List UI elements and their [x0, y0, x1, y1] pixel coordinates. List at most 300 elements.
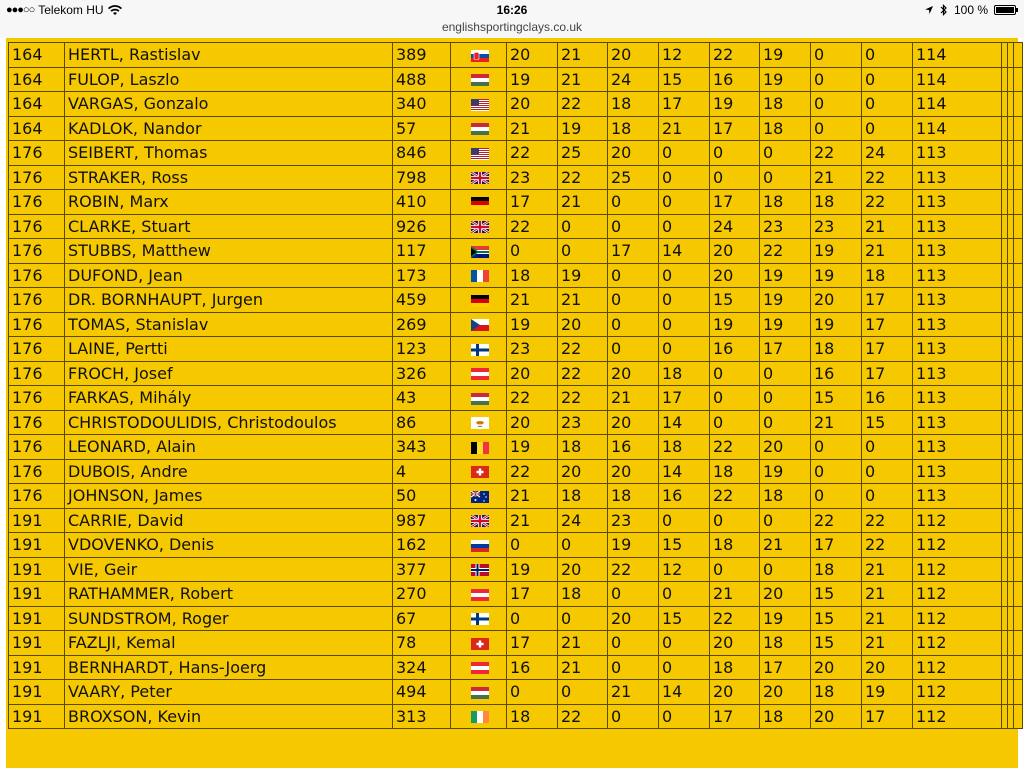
score-cell-6: 20 — [760, 435, 811, 460]
score-cell-8: 0 — [862, 116, 913, 141]
score-cell-2: 24 — [558, 508, 608, 533]
total-cell: 113 — [913, 484, 1002, 509]
score-cell-1: 18 — [507, 704, 558, 729]
total-cell: 113 — [913, 459, 1002, 484]
competitor-id-cell: 269 — [393, 312, 451, 337]
empty-cell — [1014, 190, 1023, 215]
score-cell-7: 0 — [811, 43, 862, 68]
table-row — [9, 680, 1023, 705]
total-cell: 112 — [913, 680, 1002, 705]
score-cell-5: 22 — [710, 43, 760, 68]
country-flag-icon — [471, 491, 489, 503]
score-cell-5: 19 — [710, 312, 760, 337]
rank-cell: 176 — [9, 214, 65, 239]
table-row — [9, 435, 1023, 460]
country-flag-icon — [471, 99, 489, 111]
total-cell: 114 — [913, 116, 1002, 141]
score-cell-6: 0 — [760, 410, 811, 435]
score-cell-7: 22 — [811, 508, 862, 533]
empty-cell — [1014, 312, 1023, 337]
score-cell-4: 15 — [659, 533, 710, 558]
score-cell-7: 18 — [811, 337, 862, 362]
score-cell-3: 24 — [608, 67, 659, 92]
name-cell: LEONARD, Alain — [65, 435, 393, 460]
competitor-id-cell: 377 — [393, 557, 451, 582]
table-row — [9, 312, 1023, 337]
score-cell-8: 15 — [862, 410, 913, 435]
score-cell-3: 18 — [608, 116, 659, 141]
flag-cell — [451, 288, 507, 313]
score-cell-1: 0 — [507, 533, 558, 558]
score-cell-8: 21 — [862, 239, 913, 264]
score-cell-1: 20 — [507, 43, 558, 68]
name-cell: VDOVENKO, Denis — [65, 533, 393, 558]
empty-cell — [1014, 165, 1023, 190]
score-cell-6: 19 — [760, 312, 811, 337]
rank-cell: 176 — [9, 190, 65, 215]
score-cell-1: 19 — [507, 312, 558, 337]
country-flag-icon — [471, 295, 489, 307]
score-cell-4: 0 — [659, 508, 710, 533]
total-cell: 112 — [913, 655, 1002, 680]
empty-cell — [1014, 141, 1023, 166]
empty-cell — [1014, 263, 1023, 288]
flag-cell — [451, 557, 507, 582]
name-cell: FAZLJI, Kemal — [65, 631, 393, 656]
table-row — [9, 337, 1023, 362]
score-cell-7: 21 — [811, 165, 862, 190]
score-cell-8: 0 — [862, 43, 913, 68]
score-cell-6: 18 — [760, 484, 811, 509]
table-row — [9, 704, 1023, 729]
total-cell: 112 — [913, 704, 1002, 729]
empty-cell — [1014, 557, 1023, 582]
score-cell-2: 0 — [558, 533, 608, 558]
score-cell-1: 16 — [507, 655, 558, 680]
battery-percent: 100 % — [953, 3, 988, 17]
score-cell-4: 0 — [659, 263, 710, 288]
rank-cell: 164 — [9, 43, 65, 68]
score-cell-4: 0 — [659, 631, 710, 656]
rank-cell: 164 — [9, 116, 65, 141]
name-cell: JOHNSON, James — [65, 484, 393, 509]
score-cell-4: 15 — [659, 67, 710, 92]
rank-cell: 164 — [9, 67, 65, 92]
score-cell-3: 16 — [608, 435, 659, 460]
total-cell: 112 — [913, 631, 1002, 656]
flag-cell — [451, 361, 507, 386]
score-cell-6: 0 — [760, 557, 811, 582]
score-cell-6: 18 — [760, 92, 811, 117]
name-cell: FROCH, Josef — [65, 361, 393, 386]
name-cell: BERNHARDT, Hans-Joerg — [65, 655, 393, 680]
score-cell-2: 18 — [558, 484, 608, 509]
score-cell-3: 0 — [608, 704, 659, 729]
score-cell-8: 17 — [862, 337, 913, 362]
score-cell-7: 15 — [811, 631, 862, 656]
name-cell: CARRIE, David — [65, 508, 393, 533]
score-cell-2: 18 — [558, 582, 608, 607]
score-cell-8: 17 — [862, 288, 913, 313]
flag-cell — [451, 92, 507, 117]
empty-cell — [1014, 386, 1023, 411]
score-cell-3: 20 — [608, 141, 659, 166]
table-row — [9, 165, 1023, 190]
score-cell-7: 15 — [811, 582, 862, 607]
signal-strength-icon: ●●●○○ — [6, 4, 35, 16]
empty-cell — [1014, 508, 1023, 533]
competitor-id-cell: 162 — [393, 533, 451, 558]
empty-cell — [1014, 239, 1023, 264]
rank-cell: 191 — [9, 655, 65, 680]
score-cell-4: 0 — [659, 288, 710, 313]
total-cell: 113 — [913, 239, 1002, 264]
score-cell-8: 21 — [862, 557, 913, 582]
competitor-id-cell: 326 — [393, 361, 451, 386]
status-right — [924, 3, 1016, 17]
score-cell-4: 0 — [659, 582, 710, 607]
score-cell-6: 0 — [760, 165, 811, 190]
score-cell-1: 17 — [507, 582, 558, 607]
score-cell-3: 18 — [608, 484, 659, 509]
flag-cell — [451, 704, 507, 729]
score-cell-6: 18 — [760, 116, 811, 141]
country-flag-icon — [471, 172, 489, 184]
score-cell-5: 22 — [710, 606, 760, 631]
empty-cell — [1014, 459, 1023, 484]
score-cell-6: 23 — [760, 214, 811, 239]
empty-cell — [1014, 410, 1023, 435]
name-cell: BROXSON, Kevin — [65, 704, 393, 729]
country-flag-icon — [471, 393, 489, 405]
score-cell-5: 20 — [710, 263, 760, 288]
score-cell-2: 19 — [558, 116, 608, 141]
score-cell-3: 21 — [608, 680, 659, 705]
score-cell-2: 21 — [558, 655, 608, 680]
country-flag-icon — [471, 515, 489, 527]
total-cell: 113 — [913, 386, 1002, 411]
rank-cell: 176 — [9, 386, 65, 411]
score-cell-3: 20 — [608, 606, 659, 631]
score-cell-8: 24 — [862, 141, 913, 166]
score-cell-6: 18 — [760, 631, 811, 656]
name-cell: SEIBERT, Thomas — [65, 141, 393, 166]
name-cell: KADLOK, Nandor — [65, 116, 393, 141]
score-cell-1: 22 — [507, 141, 558, 166]
score-cell-7: 0 — [811, 116, 862, 141]
score-cell-2: 22 — [558, 92, 608, 117]
score-cell-2: 22 — [558, 704, 608, 729]
score-cell-3: 18 — [608, 92, 659, 117]
carrier-label: Telekom HU — [38, 3, 104, 17]
score-cell-5: 22 — [710, 484, 760, 509]
rank-cell: 191 — [9, 704, 65, 729]
score-cell-1: 19 — [507, 435, 558, 460]
table-row — [9, 116, 1023, 141]
score-cell-2: 20 — [558, 557, 608, 582]
score-cell-8: 16 — [862, 386, 913, 411]
score-cell-8: 20 — [862, 655, 913, 680]
score-cell-4: 0 — [659, 312, 710, 337]
score-cell-2: 22 — [558, 386, 608, 411]
score-cell-1: 21 — [507, 116, 558, 141]
score-cell-8: 21 — [862, 582, 913, 607]
table-row — [9, 239, 1023, 264]
score-cell-4: 21 — [659, 116, 710, 141]
country-flag-icon — [471, 123, 489, 135]
page-content — [0, 38, 1024, 768]
table-row — [9, 631, 1023, 656]
empty-cell — [1014, 116, 1023, 141]
score-cell-1: 22 — [507, 459, 558, 484]
total-cell: 113 — [913, 141, 1002, 166]
score-cell-3: 21 — [608, 386, 659, 411]
total-cell: 113 — [913, 288, 1002, 313]
name-cell: LAINE, Pertti — [65, 337, 393, 362]
score-cell-2: 23 — [558, 410, 608, 435]
table-row — [9, 263, 1023, 288]
country-flag-icon — [471, 466, 489, 478]
name-cell: RATHAMMER, Robert — [65, 582, 393, 607]
empty-cell — [1014, 43, 1023, 68]
flag-cell — [451, 190, 507, 215]
competitor-id-cell: 494 — [393, 680, 451, 705]
table-row — [9, 557, 1023, 582]
score-cell-1: 23 — [507, 165, 558, 190]
competitor-id-cell: 343 — [393, 435, 451, 460]
score-cell-4: 0 — [659, 165, 710, 190]
score-cell-2: 0 — [558, 214, 608, 239]
total-cell: 112 — [913, 533, 1002, 558]
url-text[interactable]: englishsportingclays.co.uk — [441, 20, 583, 34]
rank-cell: 191 — [9, 582, 65, 607]
table-row — [9, 533, 1023, 558]
score-cell-6: 18 — [760, 190, 811, 215]
rank-cell: 176 — [9, 239, 65, 264]
battery-icon — [994, 5, 1016, 15]
competitor-id-cell: 270 — [393, 582, 451, 607]
score-cell-2: 25 — [558, 141, 608, 166]
score-cell-3: 20 — [608, 43, 659, 68]
score-cell-4: 12 — [659, 43, 710, 68]
score-cell-4: 14 — [659, 459, 710, 484]
score-cell-8: 22 — [862, 165, 913, 190]
flag-cell — [451, 263, 507, 288]
score-cell-7: 17 — [811, 533, 862, 558]
competitor-id-cell: 340 — [393, 92, 451, 117]
score-cell-3: 0 — [608, 190, 659, 215]
score-cell-5: 19 — [710, 92, 760, 117]
country-flag-icon — [471, 197, 489, 209]
score-cell-4: 17 — [659, 386, 710, 411]
rank-cell: 176 — [9, 288, 65, 313]
score-cell-5: 0 — [710, 557, 760, 582]
flag-cell — [451, 116, 507, 141]
score-cell-5: 0 — [710, 508, 760, 533]
score-cell-5: 20 — [710, 680, 760, 705]
empty-cell — [1014, 533, 1023, 558]
score-cell-5: 18 — [710, 655, 760, 680]
rank-cell: 176 — [9, 165, 65, 190]
total-cell: 112 — [913, 582, 1002, 607]
score-cell-6: 20 — [760, 680, 811, 705]
competitor-id-cell: 410 — [393, 190, 451, 215]
score-cell-3: 0 — [608, 582, 659, 607]
score-cell-8: 17 — [862, 704, 913, 729]
score-cell-5: 0 — [710, 386, 760, 411]
score-cell-3: 0 — [608, 288, 659, 313]
score-cell-1: 23 — [507, 337, 558, 362]
score-cell-7: 19 — [811, 312, 862, 337]
score-cell-8: 17 — [862, 361, 913, 386]
score-cell-1: 21 — [507, 288, 558, 313]
country-flag-icon — [471, 589, 489, 601]
score-cell-4: 0 — [659, 214, 710, 239]
table-row — [9, 484, 1023, 509]
rank-cell: 176 — [9, 337, 65, 362]
table-row — [9, 606, 1023, 631]
total-cell: 113 — [913, 263, 1002, 288]
country-flag-icon — [471, 246, 489, 258]
score-cell-8: 21 — [862, 214, 913, 239]
score-cell-1: 20 — [507, 361, 558, 386]
flag-cell — [451, 386, 507, 411]
table-row — [9, 386, 1023, 411]
empty-cell — [1014, 655, 1023, 680]
score-cell-1: 17 — [507, 190, 558, 215]
empty-cell — [1014, 680, 1023, 705]
score-cell-1: 0 — [507, 239, 558, 264]
score-cell-2: 21 — [558, 288, 608, 313]
country-flag-icon — [471, 270, 489, 282]
competitor-id-cell: 57 — [393, 116, 451, 141]
score-cell-3: 17 — [608, 239, 659, 264]
score-cell-1: 22 — [507, 214, 558, 239]
rank-cell: 176 — [9, 263, 65, 288]
total-cell: 114 — [913, 67, 1002, 92]
score-cell-1: 19 — [507, 67, 558, 92]
score-cell-6: 19 — [760, 606, 811, 631]
score-cell-2: 20 — [558, 312, 608, 337]
rank-cell: 176 — [9, 361, 65, 386]
country-flag-icon — [471, 442, 489, 454]
score-cell-1: 20 — [507, 410, 558, 435]
score-cell-8: 18 — [862, 263, 913, 288]
score-cell-3: 19 — [608, 533, 659, 558]
score-cell-3: 0 — [608, 337, 659, 362]
rank-cell: 164 — [9, 92, 65, 117]
score-cell-2: 22 — [558, 165, 608, 190]
score-cell-5: 21 — [710, 582, 760, 607]
name-cell: CHRISTODOULIDIS, Christodoulos — [65, 410, 393, 435]
country-flag-icon — [471, 344, 489, 356]
competitor-id-cell: 926 — [393, 214, 451, 239]
score-cell-3: 0 — [608, 263, 659, 288]
total-cell: 114 — [913, 43, 1002, 68]
score-cell-8: 0 — [862, 92, 913, 117]
empty-cell — [1014, 435, 1023, 460]
score-cell-1: 20 — [507, 92, 558, 117]
name-cell: ROBIN, Marx — [65, 190, 393, 215]
score-cell-8: 0 — [862, 484, 913, 509]
score-cell-8: 22 — [862, 190, 913, 215]
rank-cell: 176 — [9, 435, 65, 460]
rank-cell: 176 — [9, 141, 65, 166]
score-cell-4: 0 — [659, 655, 710, 680]
score-cell-8: 21 — [862, 606, 913, 631]
score-cell-5: 17 — [710, 704, 760, 729]
score-cell-2: 21 — [558, 190, 608, 215]
country-flag-icon — [471, 221, 489, 233]
empty-cell — [1014, 704, 1023, 729]
flag-cell — [451, 533, 507, 558]
score-cell-6: 21 — [760, 533, 811, 558]
score-cell-5: 20 — [710, 239, 760, 264]
flag-cell — [451, 165, 507, 190]
rank-cell: 176 — [9, 410, 65, 435]
score-cell-3: 20 — [608, 459, 659, 484]
score-cell-2: 19 — [558, 263, 608, 288]
table-row — [9, 655, 1023, 680]
country-flag-icon — [471, 711, 489, 723]
results-table — [8, 42, 1023, 729]
score-cell-3: 25 — [608, 165, 659, 190]
score-cell-4: 0 — [659, 704, 710, 729]
country-flag-icon — [471, 74, 489, 86]
flag-cell — [451, 459, 507, 484]
score-cell-4: 14 — [659, 680, 710, 705]
table-row — [9, 361, 1023, 386]
ios-status-bar — [0, 0, 1024, 20]
total-cell: 113 — [913, 312, 1002, 337]
country-flag-icon — [471, 368, 489, 380]
score-cell-8: 22 — [862, 508, 913, 533]
address-bar[interactable] — [0, 20, 1024, 38]
score-cell-2: 0 — [558, 606, 608, 631]
score-cell-7: 16 — [811, 361, 862, 386]
name-cell: SUNDSTROM, Roger — [65, 606, 393, 631]
name-cell: DUBOIS, Andre — [65, 459, 393, 484]
score-cell-4: 18 — [659, 435, 710, 460]
flag-cell — [451, 582, 507, 607]
score-cell-4: 12 — [659, 557, 710, 582]
score-cell-1: 21 — [507, 508, 558, 533]
score-cell-8: 0 — [862, 67, 913, 92]
score-cell-3: 0 — [608, 214, 659, 239]
empty-cell — [1014, 631, 1023, 656]
score-cell-8: 0 — [862, 435, 913, 460]
score-cell-7: 0 — [811, 92, 862, 117]
score-cell-8: 0 — [862, 459, 913, 484]
score-cell-5: 22 — [710, 435, 760, 460]
score-cell-8: 22 — [862, 533, 913, 558]
score-cell-6: 0 — [760, 361, 811, 386]
table-row — [9, 141, 1023, 166]
flag-cell — [451, 631, 507, 656]
table-row — [9, 43, 1023, 68]
empty-cell — [1014, 67, 1023, 92]
bluetooth-icon — [940, 4, 948, 16]
country-flag-icon — [471, 50, 489, 62]
score-cell-6: 0 — [760, 508, 811, 533]
score-cell-6: 0 — [760, 386, 811, 411]
score-cell-6: 0 — [760, 141, 811, 166]
score-cell-3: 20 — [608, 410, 659, 435]
score-cell-3: 22 — [608, 557, 659, 582]
table-row — [9, 190, 1023, 215]
competitor-id-cell: 313 — [393, 704, 451, 729]
name-cell: FARKAS, Mihály — [65, 386, 393, 411]
